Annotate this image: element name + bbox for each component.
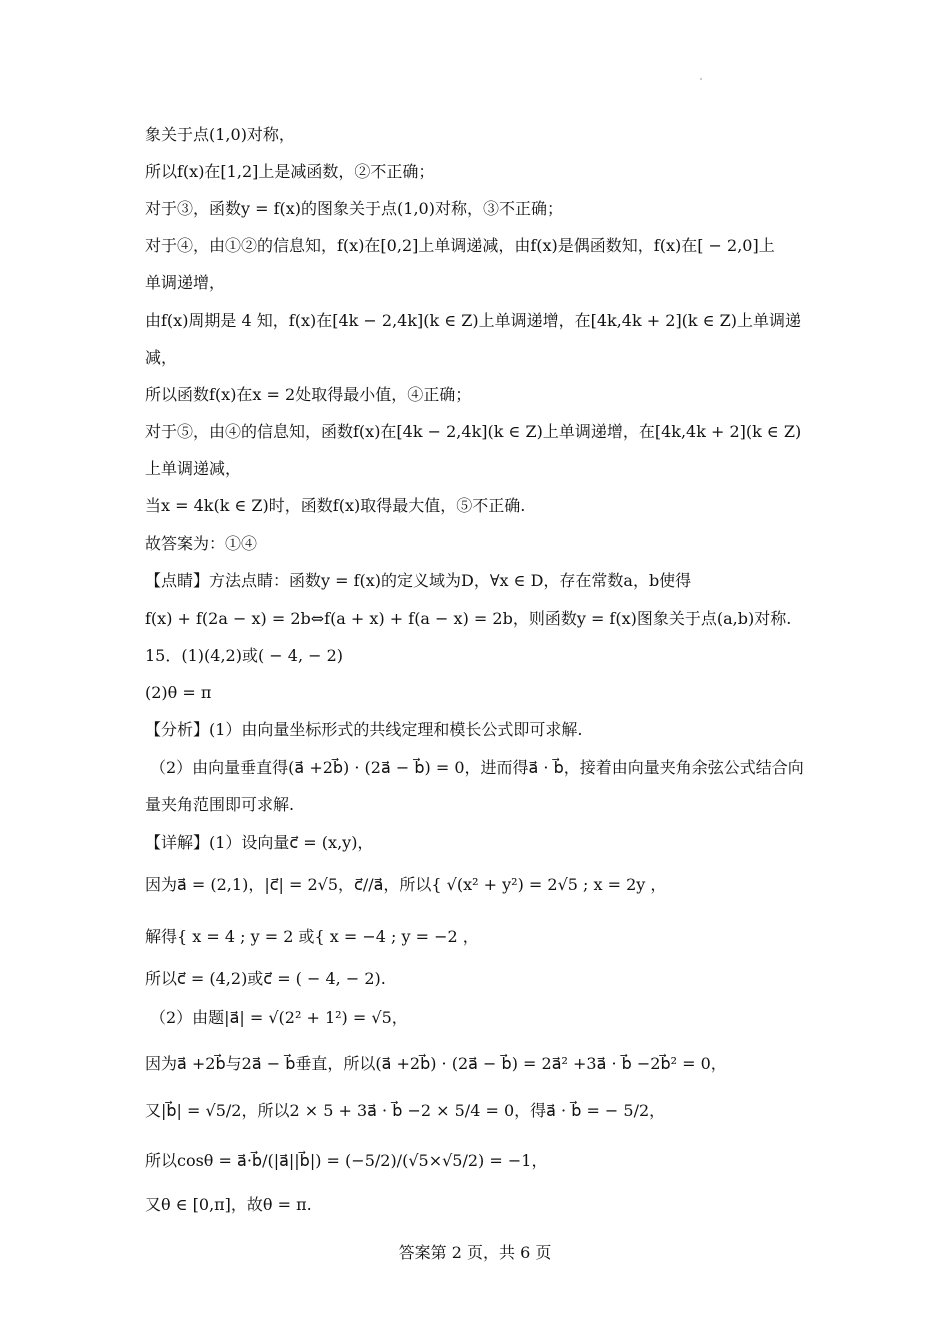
text-line: 因为a⃗ = (2,1)，|c⃗| = 2√5，c⃗//a⃗，所以{ √(x² + y²) = 2√5 ; x = 2y ，	[145, 875, 667, 894]
text-line: 由f(x)周期是 4 知，f(x)在[4k − 2,4k](k ∈ Z)上单调递增，在[4k,4k + 2](k ∈ Z)上单调递	[145, 311, 801, 330]
text-line: 解得{ x = 4 ; y = 2 或{ x = −4 ; y = −2 ，	[145, 927, 479, 946]
text-line: (2)θ = π	[145, 683, 212, 702]
text-line: 【点睛】方法点睛：函数y = f(x)的定义域为D，∀x ∈ D，存在常数a，b使得	[145, 571, 692, 590]
text-line: 所以c⃗ = (4,2)或c⃗ = ( − 4, − 2).	[145, 969, 386, 988]
text-line: （2）由向量垂直得(a⃗ +2b⃗) · (2a⃗ − b⃗) = 0，进而得a⃗ · b⃗，接着由向量夹角余弦公式结合向	[150, 758, 804, 777]
question-number-line: 15．(1)(4,2)或( − 4, − 2)	[145, 646, 344, 665]
text-line: 对于③，函数y = f(x)的图象关于点(1,0)对称，③不正确；	[145, 199, 563, 218]
page-footer: 答案第 2 页，共 6 页	[398, 1243, 552, 1262]
text-line: 【分析】(1）由向量坐标形式的共线定理和模长公式即可求解.	[145, 720, 583, 739]
text-line: 当x = 4k(k ∈ Z)时，函数f(x)取得最大值，⑤不正确.	[145, 496, 526, 515]
text-line: 又|b⃗| = √5/2，所以2 × 5 + 3a⃗ · b⃗ −2 × 5/4 = 0，得a⃗ · b⃗ = − 5/2，	[145, 1101, 666, 1120]
text-line: f(x) + f(2a − x) = 2b⇔f(a + x) + f(a − x) = 2b，则函数y = f(x)图象关于点(a,b)对称.	[145, 609, 792, 628]
text-line: 所以f(x)在[1,2]上是减函数，②不正确；	[145, 162, 435, 181]
text-line: 减，	[145, 348, 178, 367]
text-line: 单调递增，	[145, 273, 226, 292]
text-line: （2）由题|a⃗| = √(2² + 1²) = √5，	[150, 1008, 408, 1027]
text-line: 故答案为：①④	[145, 534, 258, 553]
text-line: 对于⑤，由④的信息知，函数f(x)在[4k − 2,4k](k ∈ Z)上单调递增，在[4k,4k + 2](k ∈ Z)	[145, 422, 802, 441]
text-line: 所以函数f(x)在x = 2处取得最小值，④正确；	[145, 385, 472, 404]
text-line: 又θ ∈ [0,π]，故θ = π.	[145, 1195, 312, 1214]
text-line: 因为a⃗ +2b⃗与2a⃗ − b⃗垂直，所以(a⃗ +2b⃗) · (2a⃗ − b⃗) = 2a⃗² +3a⃗ · b⃗ −2b⃗² = 0，	[145, 1054, 727, 1073]
text-line: 所以cosθ = a⃗·b⃗/(|a⃗||b⃗|) = (−5/2)/(√5×√5/2) = −1，	[145, 1151, 548, 1170]
text-line: 量夹角范围即可求解.	[145, 795, 295, 814]
text-line: 【详解】(1）设向量c⃗ = (x,y)，	[145, 833, 374, 852]
text-line: 上单调递减，	[145, 459, 242, 478]
text-line: 象关于点(1,0)对称，	[145, 125, 295, 144]
text-line: 对于④，由①②的信息知，f(x)在[0,2]上单调递减，由f(x)是偶函数知，f(x)在[ − 2,0]上	[145, 236, 775, 255]
scan-speck	[700, 78, 702, 80]
